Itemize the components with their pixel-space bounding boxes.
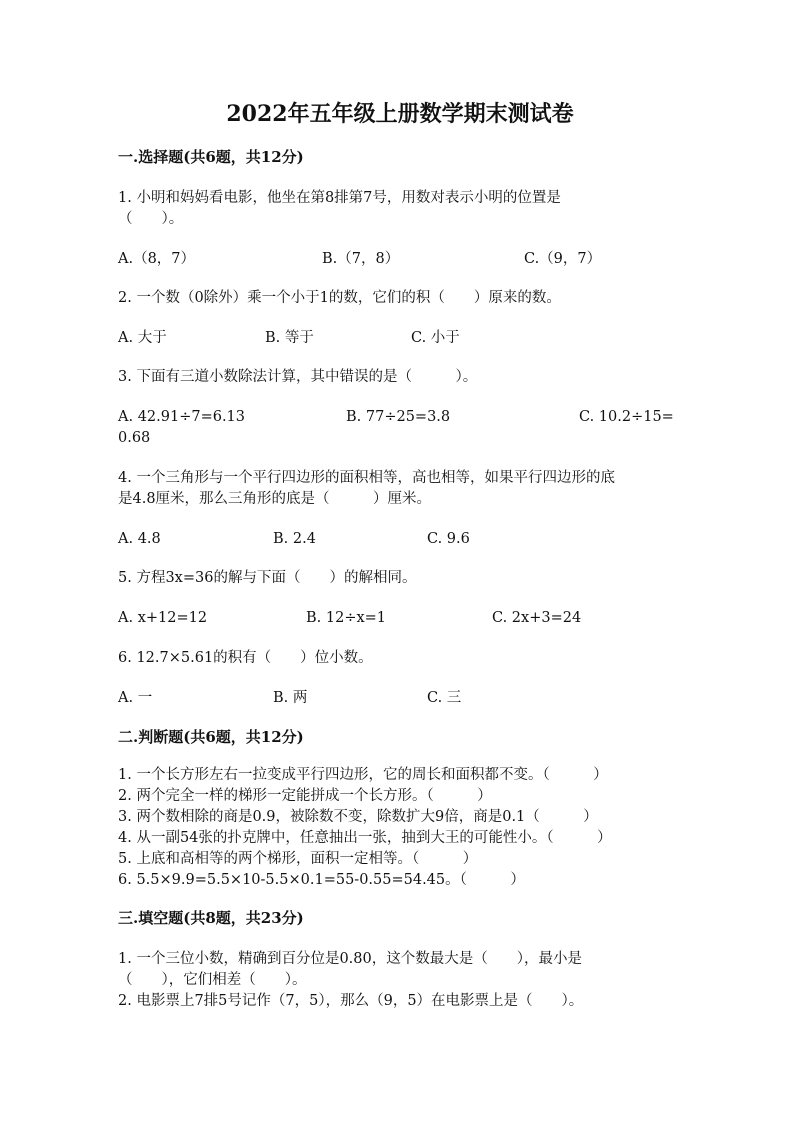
question-text: 3. 下面有三道小数除法计算，其中错误的是（ ）。 xyxy=(118,369,478,385)
question-text: 6. 12.7×5.61的积有（ ）位小数。 xyxy=(118,650,373,666)
option-a: A. 4.8 xyxy=(118,531,161,547)
question-text: 2. 一个数（0除外）乘一个小于1的数，它们的积（ ）原来的数。 xyxy=(118,290,561,306)
fill-in-item: 1. 一个三位小数，精确到百分位是0.80，这个数最大是（ ），最小是 xyxy=(118,951,582,967)
option-c: C. 10.2÷15= xyxy=(579,409,674,425)
question-text: 1. 小明和妈妈看电影，他坐在第8排第7号，用数对表示小明的位置是 xyxy=(118,190,561,206)
option-b: B. 等于 xyxy=(265,330,314,346)
option-c-continued: 0.68 xyxy=(118,430,151,446)
judgement-item: 2. 两个完全一样的梯形一定能拼成一个长方形。（ ） xyxy=(118,788,492,804)
option-a: A. 42.91÷7=6.13 xyxy=(118,409,246,425)
option-b: B. 12÷x=1 xyxy=(306,610,387,626)
question-text: （ ）。 xyxy=(118,211,184,227)
option-b: B.（7，8） xyxy=(322,251,400,267)
option-c: C. 小于 xyxy=(411,330,460,346)
judgement-item: 6. 5.5×9.9=5.5×10-5.5×0.1=55-0.55=54.45。（ ） xyxy=(118,872,525,888)
option-c: C. 三 xyxy=(427,690,462,706)
option-c: C. 2x+3=24 xyxy=(492,610,582,626)
option-a: A. 大于 xyxy=(118,330,167,346)
section-heading-choice: 一.选择题(共6题，共12分) xyxy=(118,148,304,166)
option-b: B. 两 xyxy=(273,690,308,706)
fill-in-item: （ ），它们相差（ ）。 xyxy=(118,972,307,988)
option-b: B. 2.4 xyxy=(273,531,316,547)
judgement-item: 5. 上底和高相等的两个梯形，面积一定相等。（ ） xyxy=(118,851,478,867)
option-b: B. 77÷25=3.8 xyxy=(346,409,451,425)
judgement-item: 1. 一个长方形左右一拉变成平行四边形，它的周长和面积都不变。（ ） xyxy=(118,767,608,783)
section-heading-fill-in: 三.填空题(共8题，共23分) xyxy=(118,909,304,927)
exam-title: 2022年五年级上册数学期末测试卷 xyxy=(226,101,574,127)
judgement-item: 3. 两个数相除的商是0.9，被除数不变，除数扩大9倍，商是0.1（ ） xyxy=(118,809,598,825)
option-a: A.（8，7） xyxy=(118,251,196,267)
option-c: C.（9，7） xyxy=(524,251,602,267)
option-a: A. 一 xyxy=(118,690,153,706)
section-heading-judgement: 二.判断题(共6题，共12分) xyxy=(118,728,304,746)
option-a: A. x+12=12 xyxy=(118,610,208,626)
question-text: 4. 一个三角形与一个平行四边形的面积相等，高也相等，如果平行四边形的底 xyxy=(118,470,615,486)
question-text: 是4.8厘米，那么三角形的底是（ ）厘米。 xyxy=(118,491,432,507)
question-text: 5. 方程3x=36的解与下面（ ）的解相同。 xyxy=(118,570,417,586)
judgement-item: 4. 从一副54张的扑克牌中，任意抽出一张，抽到大王的可能性小。（ ） xyxy=(118,830,612,846)
option-c: C. 9.6 xyxy=(427,531,470,547)
fill-in-item: 2. 电影票上7排5号记作（7，5），那么（9，5）在电影票上是（ ）。 xyxy=(118,993,584,1009)
